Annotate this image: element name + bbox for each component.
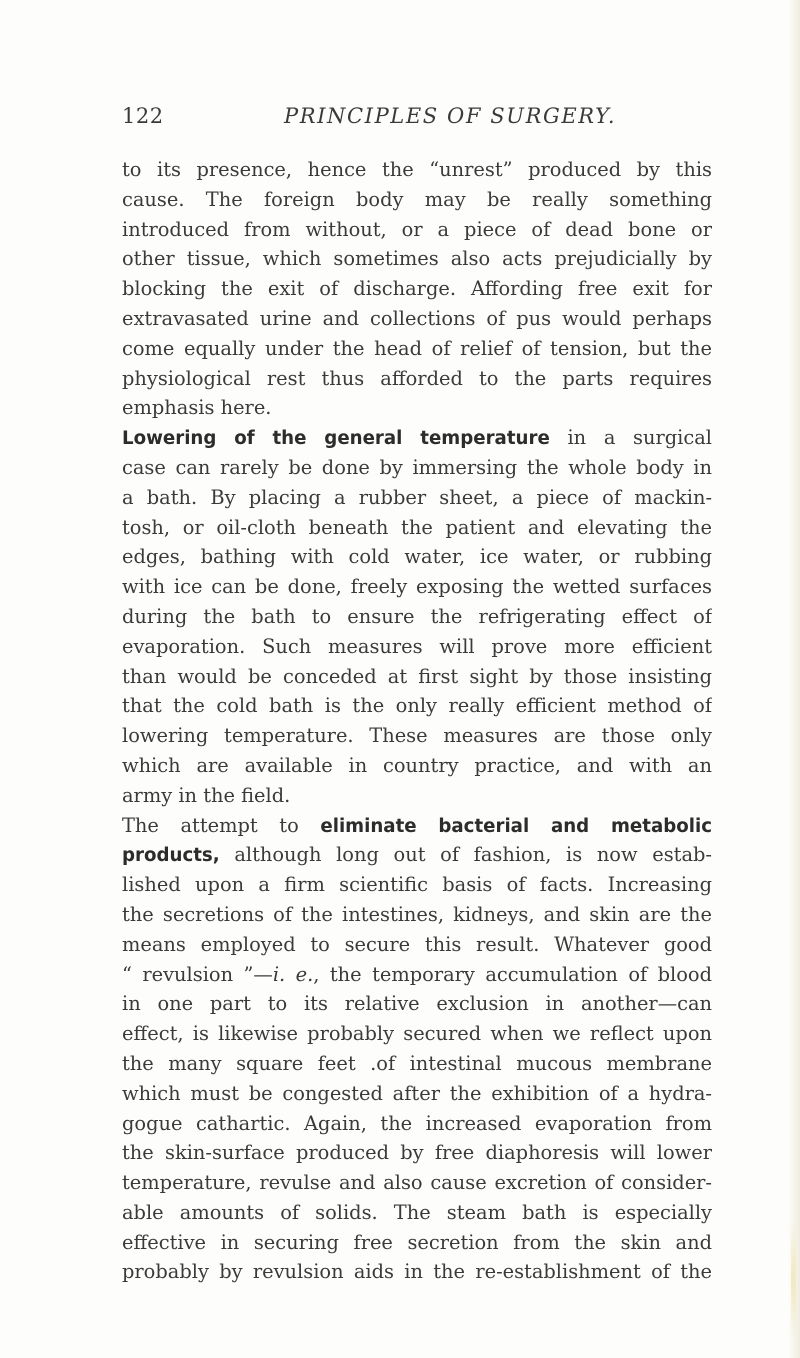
text-line: introduced from without, or a piece of dead bone or <box>122 217 712 241</box>
italic-abbrev: i. e. <box>272 962 314 986</box>
text-line: that the cold bath is the only really efficient method of <box>122 694 712 718</box>
text-line: means employed to secure this result. Whatever good <box>122 932 712 956</box>
text-line <box>122 960 712 990</box>
text-line: gogue cathartic. Again, the increased evaporation from <box>122 1111 712 1135</box>
text-line: cause. The foreign body may be really something <box>122 187 712 211</box>
text-line: in one part to its relative exclusion in another—can <box>122 992 712 1016</box>
text-line: a bath. By placing a rubber sheet, a piece of mackin- <box>122 485 712 509</box>
text-line: with ice can be done, freely exposing the wetted surfaces <box>122 575 712 599</box>
line-pre: “ revulsion ”— <box>122 962 273 986</box>
text-line: effective in securing free secretion from the skin and <box>122 1230 712 1254</box>
text-line: tosh, or oil-cloth beneath the patient and elevating the <box>122 515 712 539</box>
page-header <box>122 104 722 134</box>
text-line: case can rarely be done by immersing the whole body in <box>122 455 712 479</box>
text-line: the skin-surface produced by free diaphoresis will lower <box>122 1141 712 1165</box>
text-line: lowering temperature. These measures are those only <box>122 724 712 748</box>
text-line: effect, is likewise probably secured when we reflect upon <box>122 1022 712 1046</box>
text-line: come equally under the head of relief of tension, but the <box>122 336 712 360</box>
text-line: than would be conceded at first sight by those insisting <box>122 664 712 688</box>
text-line: which are available in country practice, and with an <box>122 753 712 777</box>
running-head: PRINCIPLES OF SURGERY. <box>284 104 617 128</box>
text-line: which must be congested after the exhibition of a hydra- <box>122 1081 712 1105</box>
text-line: during the bath to ensure the refrigerating effect of <box>122 604 712 628</box>
scan-discoloration <box>791 1220 796 1340</box>
text-line: able amounts of solids. The steam bath is especially <box>122 1200 712 1224</box>
text-line: the many square feet .of intestinal mucous membrane <box>122 1051 712 1075</box>
text-line <box>122 423 712 453</box>
text-line: to its presence, hence the “unrest” produced by this <box>122 158 712 181</box>
text-line: extravasated urine and collections of pus would perhaps <box>122 306 712 330</box>
text-line: blocking the exit of discharge. Affording free exit for <box>122 277 712 301</box>
text-line: probably by revulsion aids in the re-establishment of the <box>122 1260 712 1284</box>
line-rest: in a surgical <box>549 426 712 450</box>
text-line: physiological rest thus afforded to the parts requires <box>122 366 712 390</box>
text-line: army in the field. <box>122 783 291 807</box>
bold-heading: products, <box>122 845 220 867</box>
text-line: lished upon a firm scientific basis of facts. Increasing <box>122 873 712 897</box>
text-line: the secretions of the intestines, kidneys, and skin are the <box>122 902 712 926</box>
body-text <box>122 155 712 1287</box>
text-line: edges, bathing with cold water, ice water, or rubbing <box>122 545 712 569</box>
page-number: 122 <box>122 104 164 128</box>
text-line <box>122 811 712 841</box>
line-rest: , the temporary accumulation of blood <box>313 962 712 986</box>
text-line: other tissue, which sometimes also acts prejudicially by <box>122 247 712 271</box>
line-pre: The attempt to <box>122 813 321 837</box>
text-line <box>122 840 712 870</box>
text-line: evaporation. Such measures will prove more efficient <box>122 634 712 658</box>
text-line: temperature, revulse and also cause excretion of consider- <box>122 1171 712 1195</box>
text-line: emphasis here. <box>122 396 272 420</box>
page-edge-shadow <box>788 0 800 1358</box>
bold-heading: eliminate bacterial and metabolic <box>320 815 712 837</box>
line-rest: although long out of fashion, is now estab- <box>219 843 712 867</box>
bold-heading: Lowering of the general temperature <box>122 428 550 450</box>
